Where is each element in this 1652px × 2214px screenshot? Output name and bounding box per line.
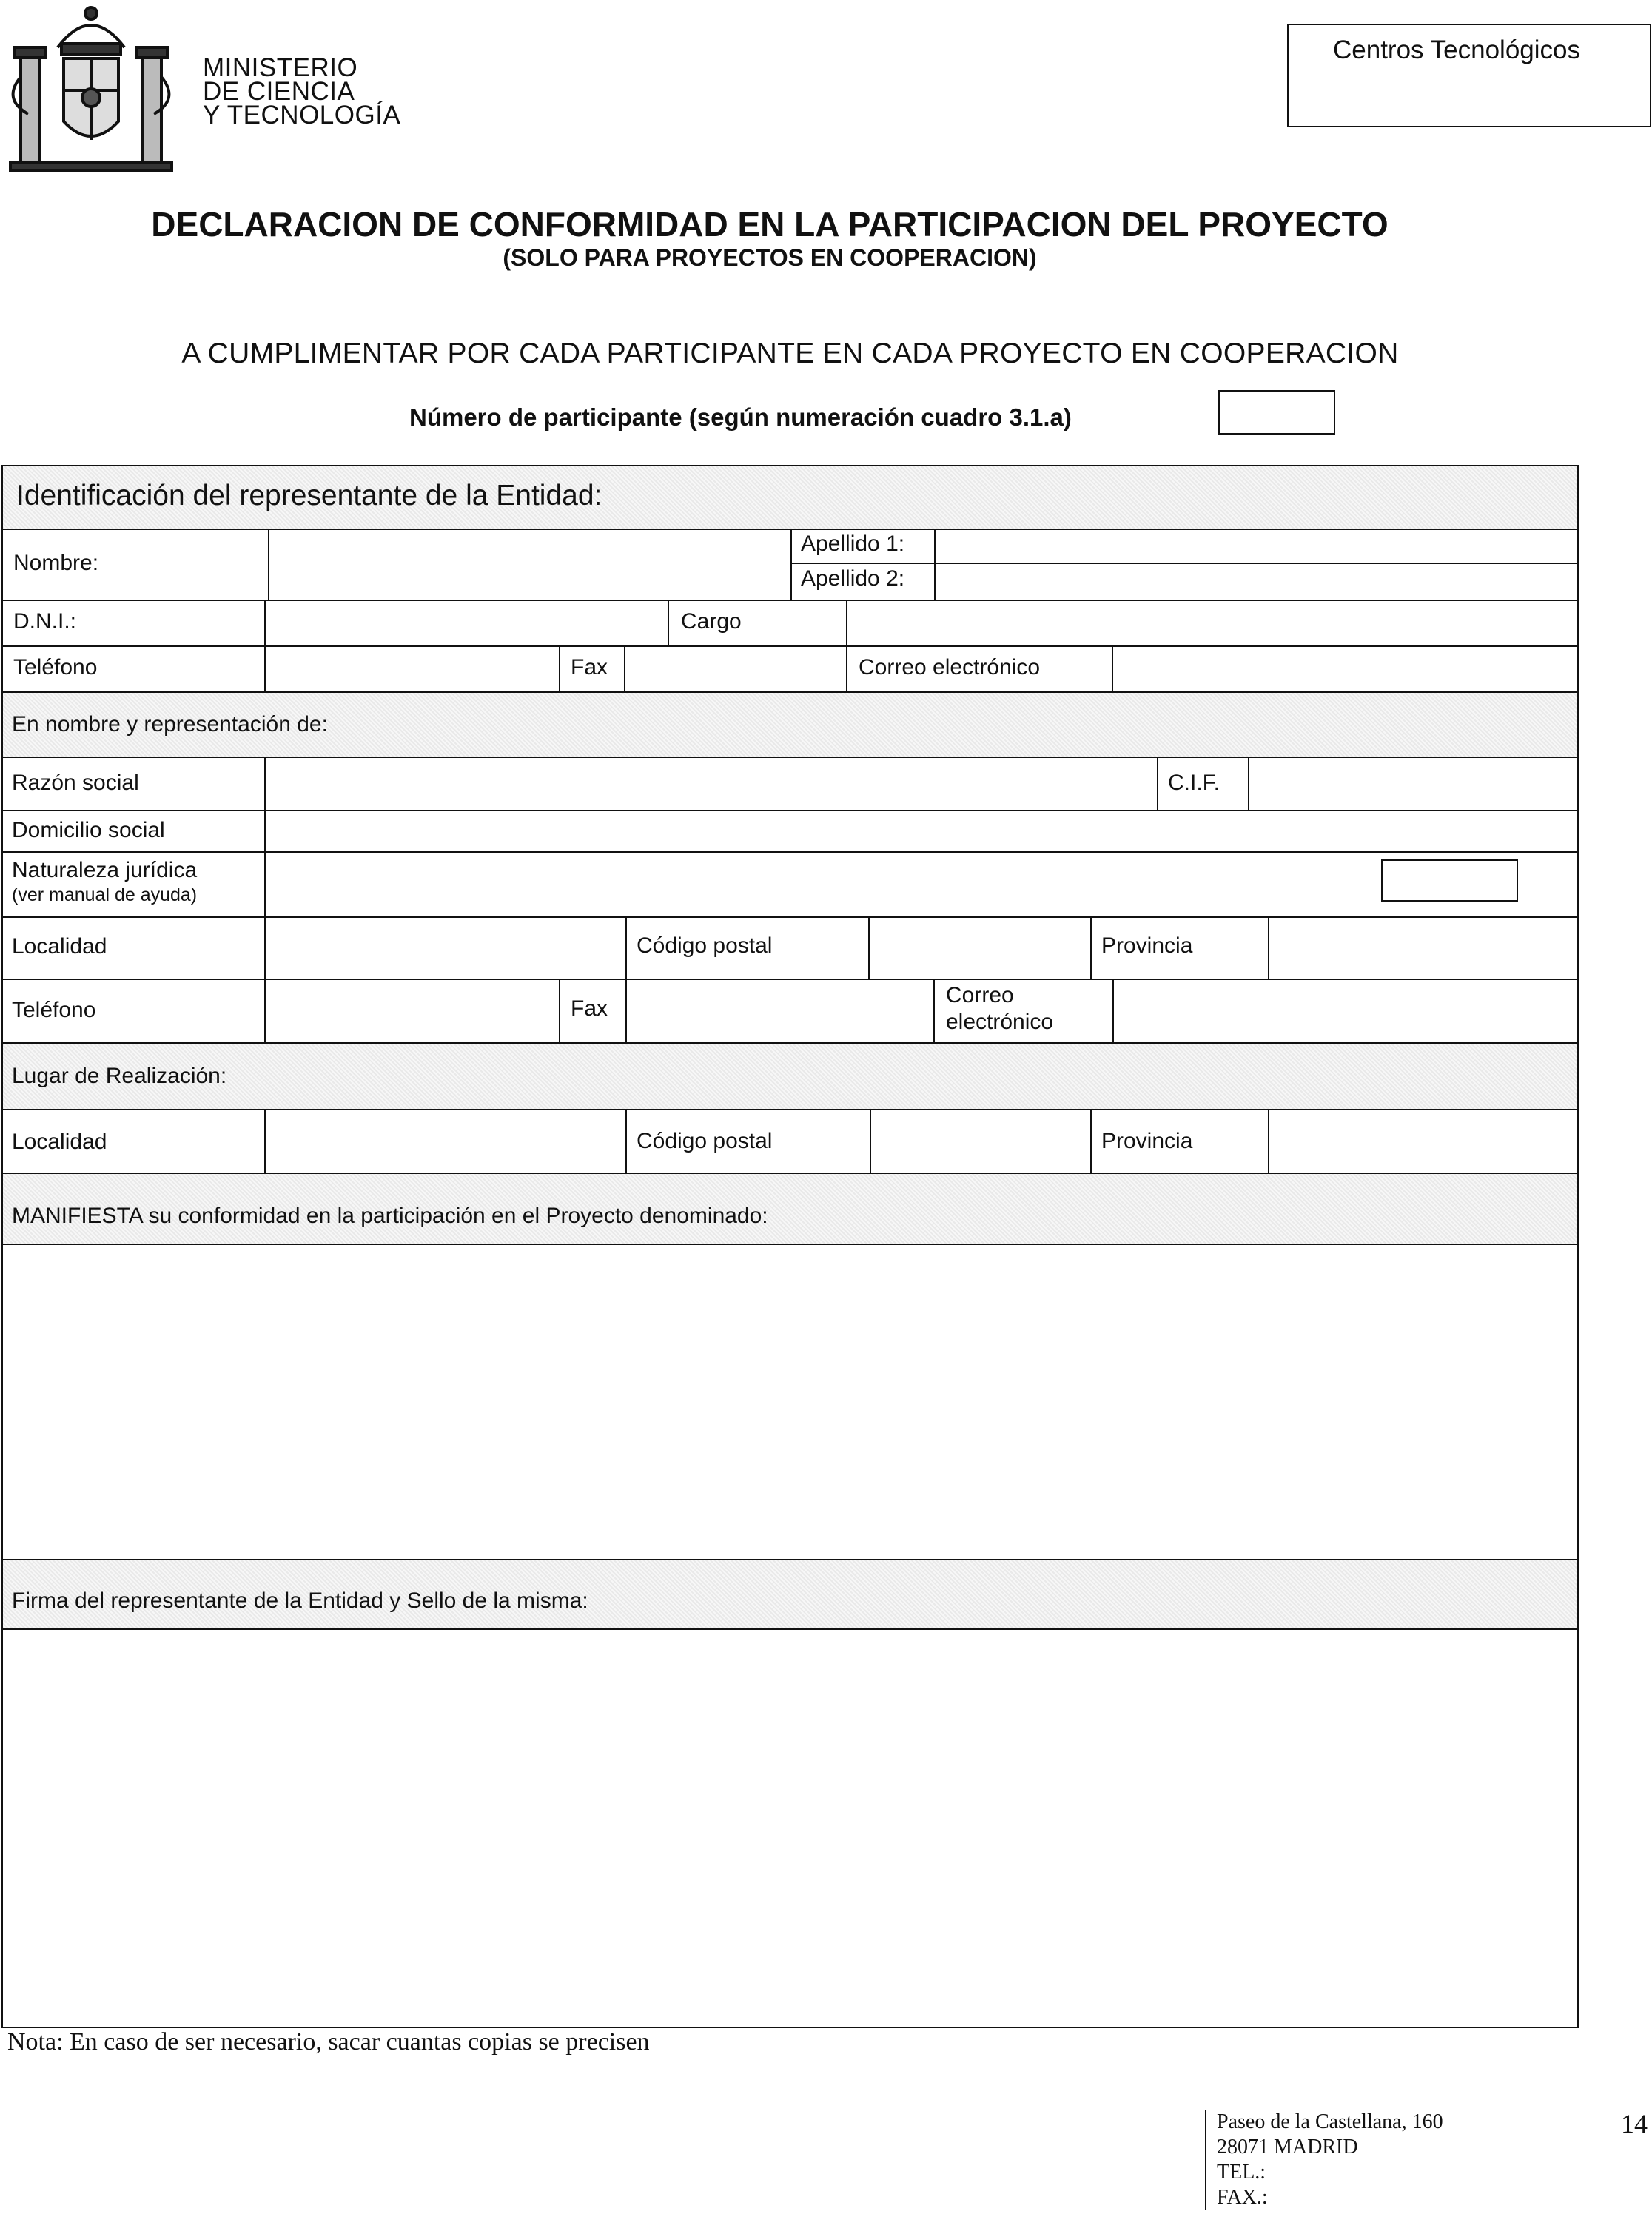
ministry-name — [203, 53, 401, 130]
rep-fax-field[interactable] — [625, 647, 846, 690]
program-label: Centros Tecnológicos — [1333, 36, 1580, 64]
rep-telefono-field[interactable] — [266, 647, 559, 690]
entity-provincia-label: Provincia — [1101, 933, 1193, 958]
address-block — [1205, 2110, 1443, 2210]
entity-correo-label-2: electrónico — [946, 1010, 1054, 1034]
entity-fax-label: Fax — [571, 996, 608, 1021]
footer-note: Nota: En caso de ser necesario, sacar cuantas copias se precisen — [7, 2028, 650, 2056]
razon-social-label: Razón social — [12, 771, 139, 795]
coat-of-arms-seal — [6, 3, 176, 175]
naturaleza-field[interactable] — [266, 853, 1369, 915]
rep-correo-field[interactable] — [1113, 647, 1577, 690]
address-line-3: TEL.: — [1217, 2161, 1266, 2184]
lugar-heading: Lugar de Realización: — [12, 1064, 227, 1088]
entity-localidad-field[interactable] — [266, 918, 625, 977]
form-subtitle: (SOLO PARA PROYECTOS EN COOPERACION) — [503, 244, 1037, 271]
nombre-label: Nombre: — [13, 551, 99, 575]
ministry-line-1: MINISTERIO — [203, 53, 358, 82]
naturaleza-label: Naturaleza jurídica — [12, 858, 198, 882]
ministry-line-2: DE CIENCIA — [203, 77, 355, 106]
rep-telefono-label: Teléfono — [13, 655, 98, 680]
address-line-1: Paseo de la Castellana, 160 — [1217, 2110, 1443, 2133]
ministry-line-3: Y TECNOLOGÍA — [203, 101, 401, 130]
lugar-localidad-label: Localidad — [12, 1130, 107, 1154]
rep-fax-label: Fax — [571, 655, 608, 680]
entity-localidad-label: Localidad — [12, 934, 107, 959]
dni-label: D.N.I.: — [13, 609, 77, 634]
address-line-4: FAX.: — [1217, 2186, 1268, 2209]
lugar-provincia-label: Provincia — [1101, 1129, 1193, 1153]
manifiesta-heading: MANIFIESTA su conformidad en la participación en el Proyecto denominado: — [12, 1204, 768, 1228]
firma-heading: Firma del representante de la Entidad y Sello de la misma: — [12, 1589, 588, 1613]
participant-number-field[interactable] — [1218, 390, 1335, 435]
entity-correo-field[interactable] — [1114, 980, 1577, 1041]
entity-heading: En nombre y representación de: — [12, 712, 328, 737]
entity-provincia-field[interactable] — [1269, 918, 1577, 977]
lugar-cp-label: Código postal — [637, 1129, 773, 1153]
address-line-2: 28071 MADRID — [1217, 2136, 1358, 2158]
lugar-localidad-field[interactable] — [266, 1110, 625, 1171]
apellido1-field[interactable] — [936, 530, 1577, 562]
entity-correo-label-1: Correo — [946, 983, 1014, 1007]
cargo-label: Cargo — [681, 609, 742, 634]
razon-social-field[interactable] — [266, 758, 1157, 808]
cargo-field[interactable] — [847, 601, 1577, 644]
entity-fax-field[interactable] — [627, 980, 933, 1041]
lugar-heading-band — [3, 1044, 1577, 1109]
entity-telefono-label: Teléfono — [12, 998, 96, 1022]
naturaleza-note: (ver manual de ayuda) — [12, 885, 198, 905]
representative-heading: Identificación del representante de la Entidad: — [16, 480, 602, 511]
cif-label: C.I.F. — [1168, 771, 1220, 795]
page-number: 14 — [1621, 2109, 1648, 2138]
apellido2-label: Apellido 2: — [801, 566, 905, 591]
firma-field[interactable] — [3, 1630, 1577, 2025]
apellido1-label: Apellido 1: — [801, 531, 905, 556]
program-box — [1287, 24, 1651, 127]
form-instruction: A CUMPLIMENTAR POR CADA PARTICIPANTE EN CADA PROYECTO EN COOPERACION — [181, 338, 1399, 369]
participant-number-label: Número de participante (según numeración cuadro 3.1.a) — [409, 403, 1072, 431]
cif-field[interactable] — [1249, 758, 1577, 808]
entity-cp-label: Código postal — [637, 933, 773, 958]
proyecto-denominado-field[interactable] — [3, 1245, 1577, 1559]
naturaleza-code-box[interactable] — [1381, 859, 1518, 902]
domicilio-label: Domicilio social — [12, 818, 165, 842]
dni-field[interactable] — [266, 601, 668, 644]
entity-cp-field[interactable] — [870, 918, 1090, 977]
entity-telefono-field[interactable] — [266, 980, 559, 1041]
lugar-provincia-field[interactable] — [1269, 1110, 1577, 1171]
rep-correo-label: Correo electrónico — [859, 655, 1041, 680]
nombre-field[interactable] — [269, 530, 790, 598]
apellido2-field[interactable] — [936, 564, 1577, 598]
form-title: DECLARACION DE CONFORMIDAD EN LA PARTICIPACION DEL PROYECTO — [151, 205, 1389, 244]
lugar-cp-field[interactable] — [871, 1110, 1090, 1171]
domicilio-field[interactable] — [266, 811, 1577, 850]
